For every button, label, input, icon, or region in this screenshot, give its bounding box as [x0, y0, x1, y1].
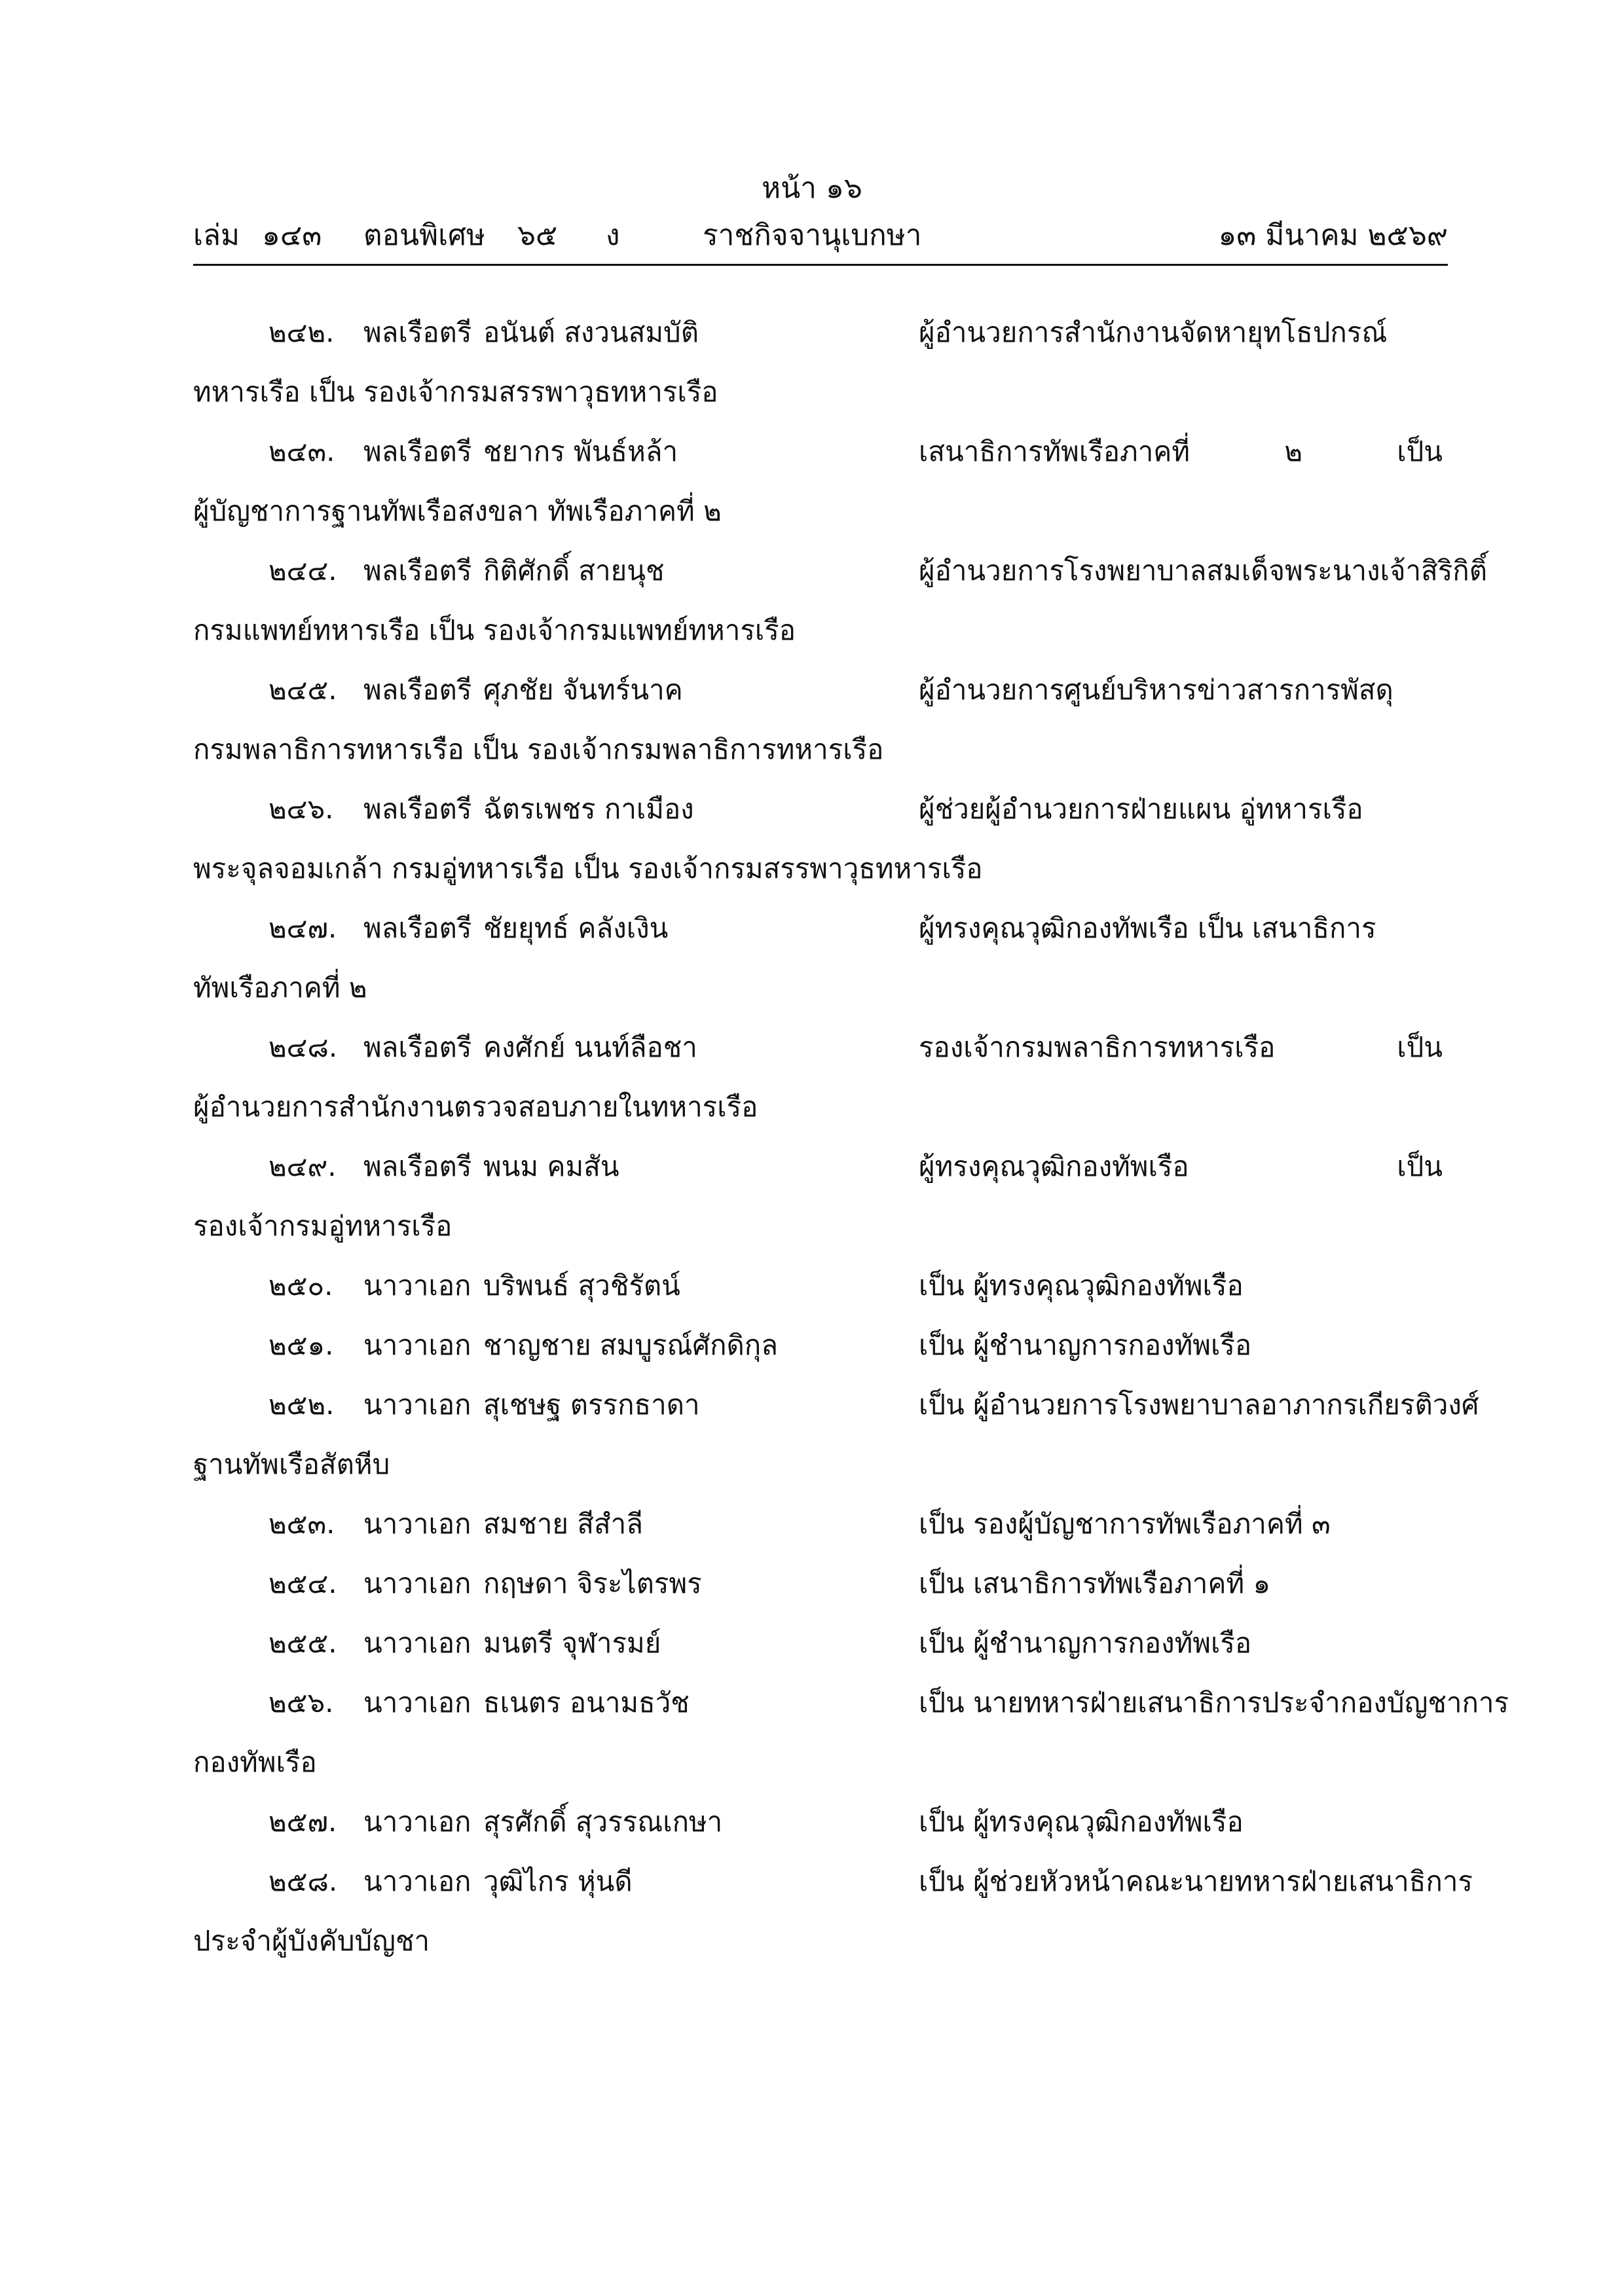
entry-name: ศุภชัย จันทร์นาค	[483, 674, 683, 706]
appointment-entry	[0, 670, 1624, 710]
entry-name: คงศักย์ นนท์ลือชา	[483, 1031, 697, 1063]
entry-position: เป็น ผู้ทรงคุณวุฒิกองทัพเรือ	[919, 1806, 1244, 1838]
entry-position: เป็น ผู้ชำนาญการกองทัพเรือ	[919, 1329, 1252, 1361]
entry-position-part: ๒	[1284, 435, 1302, 467]
entry-rank: พลเรือตรี	[363, 793, 472, 825]
entry-number: ๒๔๗.	[268, 912, 337, 944]
entry-position-part: เป็น	[1397, 435, 1443, 467]
entry-position: ผู้ทรงคุณวุฒิกองทัพเรือ เป็น เสนาธิการ	[919, 912, 1376, 944]
volume-number: ๑๔๓	[262, 219, 322, 252]
section-label: ตอนพิเศษ	[363, 219, 486, 252]
entry-position: เป็น นายทหารฝ่ายเสนาธิการประจำกองบัญชาการ	[919, 1686, 1509, 1719]
entry-position-part: รองเจ้ากรมพลาธิการทหารเรือ	[919, 1031, 1276, 1063]
entry-position-part: เสนาธิการทัพเรือภาคที่	[919, 435, 1190, 467]
entry-number: ๒๔๓.	[268, 435, 335, 467]
entry-number: ๒๕๖.	[268, 1686, 334, 1719]
entry-position-continued: กรมพลาธิการทหารเรือ เป็น รองเจ้ากรมพลาธิการทหารเรือ	[193, 733, 884, 765]
entry-position-continued: ประจำผู้บังคับบัญชา	[193, 1925, 430, 1957]
entry-number: ๒๔๕.	[268, 674, 337, 706]
appointment-entry	[0, 1624, 1624, 1663]
appointment-entry	[0, 432, 1624, 471]
entry-rank: นาวาเอก	[363, 1865, 471, 1897]
entry-rank: พลเรือตรี	[363, 1031, 472, 1063]
entry-number: ๒๔๖.	[268, 793, 334, 825]
entry-name: พนม คมสัน	[483, 1150, 619, 1182]
appointment-entry	[0, 1504, 1624, 1544]
entry-rank: นาวาเอก	[363, 1806, 471, 1838]
appointment-entry	[0, 1147, 1624, 1186]
appointment-entry	[0, 1564, 1624, 1603]
appointment-entry-continuation	[0, 730, 1624, 769]
appointment-entry	[0, 909, 1624, 948]
entry-position-part: เป็น	[1397, 1031, 1443, 1063]
appointment-entry-continuation	[0, 373, 1624, 412]
page-number: หน้า ๑๖	[762, 172, 862, 205]
appointment-entry	[0, 1326, 1624, 1365]
entry-number: ๒๕๒.	[268, 1389, 335, 1421]
entry-name: สุเชษฐ ตรรกธาดา	[483, 1389, 700, 1421]
entry-position-continued: กองทัพเรือ	[193, 1746, 317, 1778]
appointment-entry	[0, 1028, 1624, 1067]
entry-rank: พลเรือตรี	[363, 316, 472, 348]
appointment-entry	[0, 551, 1624, 591]
appointment-entry	[0, 790, 1624, 829]
volume-label: เล่ม	[193, 219, 240, 252]
entry-name: มนตรี จุฬารมย์	[483, 1627, 661, 1659]
entry-position: เป็น รองผู้บัญชาการทัพเรือภาคที่ ๓	[919, 1508, 1331, 1540]
entry-position-part: เป็น	[1397, 1150, 1443, 1182]
entry-number: ๒๕๕.	[268, 1627, 337, 1659]
entry-number: ๒๕๐.	[268, 1269, 333, 1302]
entry-name: ชยากร พันธ์หล้า	[483, 435, 678, 467]
entry-name: อนันต์ สงวนสมบัติ	[483, 316, 699, 348]
appointment-entry	[0, 1385, 1624, 1425]
entry-position: เป็น ผู้ชำนาญการกองทัพเรือ	[919, 1627, 1252, 1659]
appointment-entry-continuation	[0, 1743, 1624, 1782]
entry-name: วุฒิไกร หุ่นดี	[483, 1865, 633, 1897]
entry-position: ผู้อำนวยการศูนย์บริหารข่าวสารการพัสดุ	[919, 674, 1393, 706]
entry-rank: นาวาเอก	[363, 1269, 471, 1302]
entry-number: ๒๕๗.	[268, 1806, 337, 1838]
entry-position: เป็น ผู้ทรงคุณวุฒิกองทัพเรือ	[919, 1269, 1244, 1302]
entry-number: ๒๔๒.	[268, 316, 335, 348]
entry-name: ธเนตร อนามธวัช	[483, 1686, 690, 1719]
entry-position	[919, 1028, 1443, 1067]
entry-position: ผู้อำนวยการสำนักงานจัดหายุทโธปกรณ์	[919, 316, 1388, 348]
gazette-header	[193, 216, 1448, 255]
entry-position-continued: ฐานทัพเรือสัตหีบ	[193, 1448, 390, 1480]
appointment-entry	[0, 1802, 1624, 1842]
entry-name: กิติศักดิ์ สายนุช	[483, 555, 665, 587]
entry-rank: พลเรือตรี	[363, 674, 472, 706]
appointment-entry-continuation	[0, 968, 1624, 1008]
entry-position	[919, 432, 1443, 471]
entry-rank: พลเรือตรี	[363, 912, 472, 944]
entry-position-continued: กรมแพทย์ทหารเรือ เป็น รองเจ้ากรมแพทย์ทหารเรือ	[193, 614, 796, 646]
entry-position: ผู้อำนวยการโรงพยาบาลสมเด็จพระนางเจ้าสิริกิติ์	[919, 555, 1487, 587]
entry-number: ๒๕๘.	[268, 1865, 338, 1897]
entry-name: กฤษดา จิระไตรพร	[483, 1567, 702, 1599]
entry-rank: นาวาเอก	[363, 1686, 471, 1719]
entry-rank: นาวาเอก	[363, 1567, 471, 1599]
entry-name: ชาญชาย สมบูรณ์ศักดิกุล	[483, 1329, 778, 1361]
entry-position: ผู้ช่วยผู้อำนวยการฝ่ายแผน อู่ทหารเรือ	[919, 793, 1363, 825]
header-divider	[193, 264, 1448, 266]
section-number: ๖๕	[517, 219, 558, 252]
appointment-entry	[0, 1683, 1624, 1722]
entry-position	[919, 1147, 1443, 1186]
appointment-entry-continuation	[0, 1207, 1624, 1246]
entry-rank: พลเรือตรี	[363, 1150, 472, 1182]
appointment-entry-continuation	[0, 492, 1624, 531]
entry-rank: นาวาเอก	[363, 1329, 471, 1361]
appointment-entry-continuation	[0, 611, 1624, 650]
entry-rank: นาวาเอก	[363, 1508, 471, 1540]
entry-number: ๒๔๔.	[268, 555, 337, 587]
entry-name: ชัยยุทธ์ คลังเงิน	[483, 912, 669, 944]
publication-date: ๑๓ มีนาคม ๒๕๖๙	[1218, 219, 1448, 252]
entry-number: ๒๔๘.	[268, 1031, 338, 1063]
entry-position-continued: ทัพเรือภาคที่ ๒	[193, 972, 367, 1004]
entry-name: สมชาย สีสำลี	[483, 1508, 643, 1540]
appointment-entry	[0, 1266, 1624, 1305]
appointment-entry	[0, 313, 1624, 352]
entry-position: เป็น เสนาธิการทัพเรือภาคที่ ๑	[919, 1567, 1271, 1599]
entry-position-continued: รองเจ้ากรมอู่ทหารเรือ	[193, 1210, 452, 1242]
appointment-entry-continuation	[0, 1922, 1624, 1961]
entry-position-continued: พระจุลจอมเกล้า กรมอู่ทหารเรือ เป็น รองเจ้ากรมสรรพาวุธทหารเรือ	[193, 852, 983, 884]
entry-position-continued: ผู้บัญชาการฐานทัพเรือสงขลา ทัพเรือภาคที่ ๒	[193, 495, 722, 527]
entry-position-continued: ทหารเรือ เป็น รองเจ้ากรมสรรพาวุธทหารเรือ	[193, 376, 718, 408]
appointment-entry	[0, 1862, 1624, 1901]
entry-number: ๒๕๑.	[268, 1329, 334, 1361]
entry-number: ๒๔๙.	[268, 1150, 337, 1182]
entry-position-part: ผู้ทรงคุณวุฒิกองทัพเรือ	[919, 1150, 1189, 1182]
entry-position-continued: ผู้อำนวยการสำนักงานตรวจสอบภายในทหารเรือ	[193, 1091, 758, 1123]
section-type: ง	[606, 219, 620, 252]
entry-position: เป็น ผู้ช่วยหัวหน้าคณะนายทหารฝ่ายเสนาธิการ	[919, 1865, 1473, 1897]
entry-rank: นาวาเอก	[363, 1389, 471, 1421]
appointment-entry-continuation	[0, 1445, 1624, 1484]
publication-name: ราชกิจจานุเบกษา	[703, 219, 922, 252]
entry-number: ๒๕๔.	[268, 1567, 337, 1599]
entry-name: ฉัตรเพชร กาเมือง	[483, 793, 694, 825]
entry-position: เป็น ผู้อำนวยการโรงพยาบาลอาภากรเกียรติวงศ์	[919, 1389, 1479, 1421]
entry-rank: พลเรือตรี	[363, 435, 472, 467]
entry-rank: พลเรือตรี	[363, 555, 472, 587]
entry-number: ๒๕๓.	[268, 1508, 335, 1540]
entry-name: สุรศักดิ์ สุวรรณเกษา	[483, 1806, 723, 1838]
entry-name: บริพนธ์ สุวชิรัตน์	[483, 1269, 680, 1302]
entry-rank: นาวาเอก	[363, 1627, 471, 1659]
appointment-entry-continuation	[0, 849, 1624, 888]
appointment-entry-continuation	[0, 1087, 1624, 1127]
